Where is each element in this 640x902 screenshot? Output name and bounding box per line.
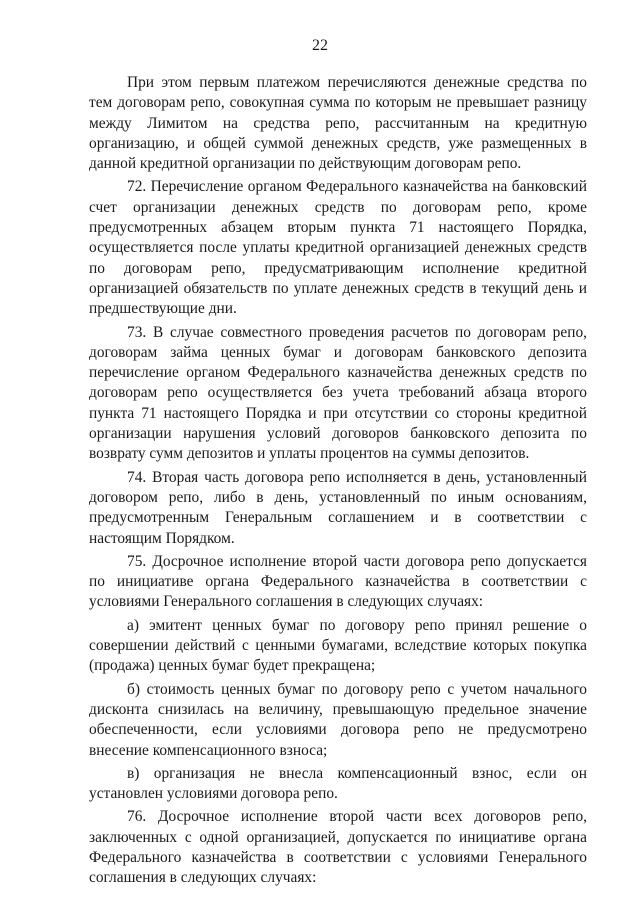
paragraph-76: 76. Досрочное исполнение второй части всех договоров репо, заключенных с одной организацией, допускается по инициативе органа Федерального казначейства в соответствии с условиями Генерального соглашения в следующих случаях:: [89, 808, 587, 887]
paragraph-72: 72. Перечисление органом Федерального казначейства на банковский счет организации денежных средств по договорам репо, кроме предусмотренных абзацем вторым пункта 71 настоящего Порядка, осуществляется после уплаты кредитной организацией денежных средств по договорам репо, предусматривающим исполнение кредитной организацией обязательств по уплате денежных средств в текущий день и предшествующие дни.: [89, 178, 587, 318]
page-number: 22: [312, 37, 328, 54]
paragraph-intro: При этом первым платежом перечисляются денежные средства по тем договорам репо, совокупная сумма по которым не превышает разницу между Лимитом на средства репо, рассчитанным на кредитную организацию, и общей суммой денежных средств, уже размещенных в данной кредитной организации по действующим договорам репо.: [89, 74, 587, 173]
paragraph-75-a: а) эмитент ценных бумаг по договору репо принял решение о совершении действий с ценными бумагами, вследствие которых покупка (продажа) ценных бумаг будет прекращена;: [89, 616, 587, 675]
paragraph-73: 73. В случае совместного проведения расчетов по договорам репо, договорам займа ценных бумаг и договорам банковского депозита перечисление органом Федерального казначейства денежных средств по договорам репо осуществляется без учета требований абзаца второго пункта 71 настоящего Порядка и при отсутствии со стороны кредитной организации нарушения условий договоров банковского депозита по возврату сумм депозитов и уплаты процентов на суммы депозитов.: [89, 323, 587, 463]
paragraph-75-c: в) организация не внесла компенсационный взнос, если он установлен условиями договора репо.: [89, 764, 587, 803]
document-body: [89, 73, 587, 892]
paragraph-75: 75. Досрочное исполнение второй части договора репо допускается по инициативе органа Федерального казначейства в соответствии с условиями Генерального соглашения в следующих случаях:: [89, 552, 587, 611]
paragraph-74: 74. Вторая часть договора репо исполняется в день, установленный договором репо, либо в день, установленный по иным основаниям, предусмотренным Генеральным соглашением и в соответствии с настоящим Порядком.: [89, 468, 587, 547]
paragraph-75-b: б) стоимость ценных бумаг по договору репо с учетом начального дисконта снизилась на величину, превышающую предельное значение обеспеченности, если условиями договора репо не предусмотрено внесение компенсационного взноса;: [89, 680, 587, 759]
